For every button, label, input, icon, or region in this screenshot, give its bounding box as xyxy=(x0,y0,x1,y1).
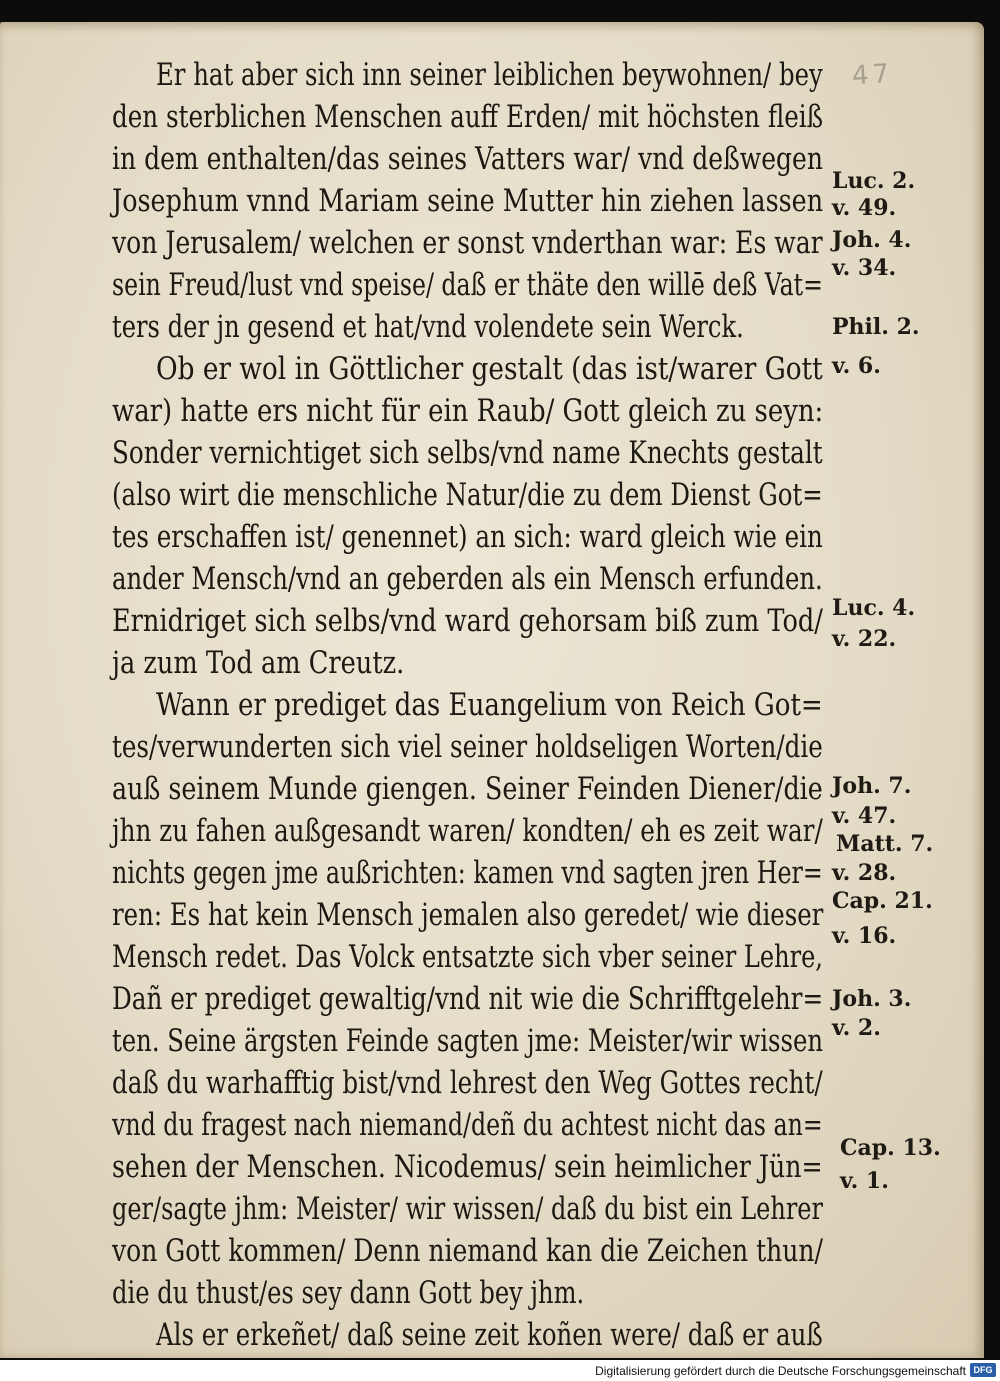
text-line: daß du warhafftig bist/vnd lehrest den Weg Gottes recht/ xyxy=(112,1065,823,1101)
text-line: nichts gegen jme außrichten: kamen vnd sagten jren Her= xyxy=(112,855,823,891)
text-line: tes erschaffen ist/ genennet) an sich: ward gleich wie ein xyxy=(112,519,823,555)
text-line: Ernidriget sich selbs/vnd ward gehorsam biß zum Tod/ xyxy=(112,603,823,639)
text-line: auß seinem Munde giengen. Seiner Feinden Diener/die xyxy=(112,771,823,807)
margin-note: Phil. 2. xyxy=(832,314,920,340)
text-line: Wann er prediget das Euangelium von Reich Got= xyxy=(156,687,823,723)
text-line: tes/verwunderten sich viel seiner holdseligen Worten/die xyxy=(112,729,823,765)
margin-note: v. 16. xyxy=(832,923,897,949)
margin-note: v. 49. xyxy=(832,195,897,221)
margin-note: Matt. 7. xyxy=(836,831,934,857)
margin-note: Luc. 2. xyxy=(832,168,916,194)
text-line: ander Mensch/vnd an geberden als ein Mensch erfunden. xyxy=(112,561,823,597)
text-line: sehen der Menschen. Nicodemus/ sein heimlicher Jün= xyxy=(112,1149,823,1185)
margin-note: v. 47. xyxy=(832,803,897,829)
text-line: Dañ er prediget gewaltig/vnd nit wie die Schrifftgelehr= xyxy=(112,981,824,1017)
text-line: Ob er wol in Göttlicher gestalt (das ist/warer Gott xyxy=(156,351,823,387)
text-line: ters der jn gesend et hat/vnd volendete sein Werck. xyxy=(112,309,744,345)
text-line: war) hatte ers nicht für ein Raub/ Gott gleich zu seyn: xyxy=(112,393,824,429)
text-line: die du thust/es sey dann Gott bey jhm. xyxy=(112,1275,585,1311)
margin-note: v. 34. xyxy=(832,255,897,281)
text-line: Mensch redet. Das Volck entsatzte sich vber seiner Lehre, xyxy=(112,939,823,975)
text-line: (also wirt die menschliche Natur/die zu dem Dienst Got= xyxy=(112,477,823,513)
margin-note: Cap. 13. xyxy=(840,1135,941,1161)
text-line: sein Freud/lust vnd speise/ daß er thäte den willē deß Vat= xyxy=(112,267,823,303)
text-line: ja zum Tod am Creutz. xyxy=(112,645,405,681)
pencil-folio-number: 47 xyxy=(851,58,895,92)
text-line: ren: Es hat kein Mensch jemalen also geredet/ wie dieser xyxy=(112,897,824,933)
margin-note: Joh. 3. xyxy=(832,986,912,1012)
margin-note: v. 28. xyxy=(832,860,897,886)
footer-bar xyxy=(0,1360,1000,1381)
text-line: jhn zu fahen außgesandt waren/ kondten/ eh es zeit war/ xyxy=(112,813,823,849)
text-line: Als er erkeñet/ daß seine zeit koñen were/ daß er auß xyxy=(156,1317,823,1353)
text-line: vnd du fragest nach niemand/deñ du achtest nicht das an= xyxy=(112,1107,823,1143)
text-line: ger/sagte jhm: Meister/ wir wissen/ daß du bist ein Lehrer xyxy=(112,1191,823,1227)
margin-note: Cap. 21. xyxy=(832,888,933,914)
margin-note: v. 6. xyxy=(832,353,881,379)
text-line: Er hat aber sich inn seiner leiblichen beywohnen/ bey xyxy=(156,57,823,93)
margin-note: v. 2. xyxy=(832,1015,881,1041)
text-line: ten. Seine ärgsten Feinde sagten jme: Meister/wir wissen xyxy=(112,1023,824,1059)
text-line: von Jerusalem/ welchen er sonst vnderthan war: Es war xyxy=(112,225,823,261)
funding-credit: Digitalisierung gefördert durch die Deutsche Forschungsgemeinschaft xyxy=(595,1364,966,1378)
margin-note: Joh. 4. xyxy=(832,227,912,253)
margin-note: v. 22. xyxy=(832,626,897,652)
dfg-logo: DFG xyxy=(970,1363,996,1377)
margin-note: Luc. 4. xyxy=(832,595,916,621)
text-line: Sonder vernichtiget sich selbs/vnd name Knechts gestalt xyxy=(112,435,823,471)
text-line: in dem enthalten/das seines Vatters war/ vnd deßwegen xyxy=(112,141,823,177)
margin-note: Joh. 7. xyxy=(832,773,912,799)
margin-note: v. 1. xyxy=(840,1168,889,1194)
text-line: Josephum vnnd Mariam seine Mutter hin ziehen lassen xyxy=(112,183,824,219)
text-line: von Gott kommen/ Denn niemand kan die Zeichen thun/ xyxy=(112,1233,823,1269)
text-line: den sterblichen Menschen auff Erden/ mit höchsten fleiß xyxy=(112,99,824,135)
